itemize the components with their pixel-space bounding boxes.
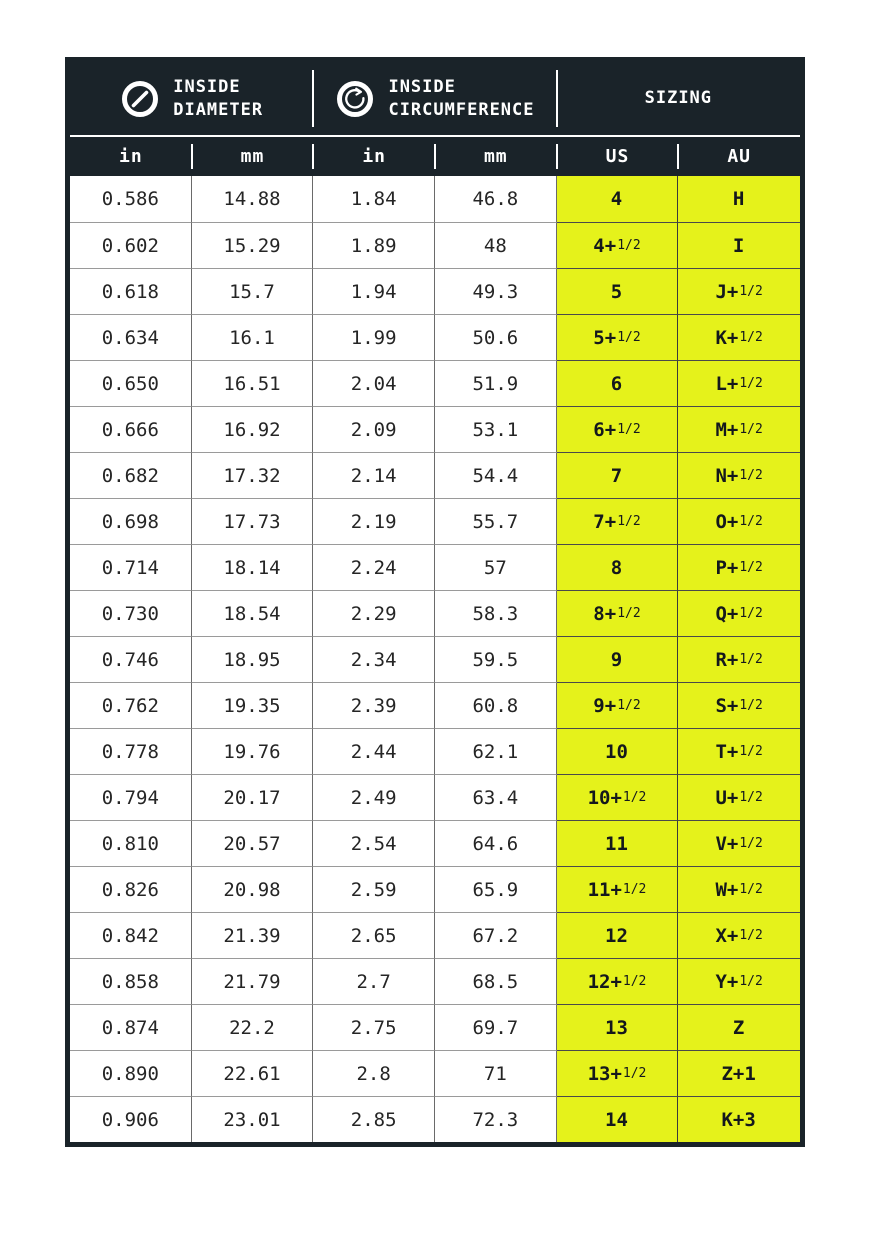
cell-circumference-mm: 53.1 <box>435 406 557 452</box>
size-value: L+ <box>715 372 739 395</box>
size-value: Q+ <box>715 602 739 625</box>
cell-circumference-in: 1.89 <box>313 222 435 268</box>
table-row <box>70 820 800 866</box>
cell-diameter-in: 0.698 <box>70 498 192 544</box>
table-row <box>70 912 800 958</box>
cell-us-size <box>557 912 679 958</box>
cell-us-size <box>557 544 679 590</box>
unit-header-us: US <box>557 137 679 176</box>
cell-circumference-mm: 65.9 <box>435 866 557 912</box>
table-row <box>70 360 800 406</box>
cell-diameter-in: 0.874 <box>70 1004 192 1050</box>
size-fraction: 1/2 <box>739 606 763 621</box>
cell-us-size <box>557 820 679 866</box>
table-row <box>70 314 800 360</box>
size-value: P+ <box>715 556 739 579</box>
cell-diameter-in: 0.794 <box>70 774 192 820</box>
cell-diameter-in: 0.906 <box>70 1096 192 1142</box>
header-group-sizing <box>557 62 800 135</box>
size-value: 7+ <box>593 510 617 533</box>
cell-circumference-in: 2.85 <box>313 1096 435 1142</box>
cell-diameter-mm: 20.17 <box>192 774 314 820</box>
cell-diameter-in: 0.730 <box>70 590 192 636</box>
cell-diameter-in: 0.890 <box>70 1050 192 1096</box>
size-fraction: 1/2 <box>739 974 763 989</box>
size-fraction: 1/2 <box>739 698 763 713</box>
table-row <box>70 406 800 452</box>
cell-diameter-mm: 18.95 <box>192 636 314 682</box>
cell-circumference-mm: 51.9 <box>435 360 557 406</box>
cell-diameter-in: 0.682 <box>70 452 192 498</box>
cell-circumference-mm: 64.6 <box>435 820 557 866</box>
cell-us-size <box>557 590 679 636</box>
cell-us-size <box>557 498 679 544</box>
cell-diameter-in: 0.666 <box>70 406 192 452</box>
cell-diameter-in: 0.586 <box>70 176 192 222</box>
cell-us-size <box>557 268 679 314</box>
header-label-inside-circumference <box>388 76 534 122</box>
cell-diameter-in: 0.634 <box>70 314 192 360</box>
cell-circumference-mm: 58.3 <box>435 590 557 636</box>
size-value: 8 <box>610 556 623 579</box>
size-value: 13 <box>605 1016 628 1039</box>
cell-au-size <box>678 912 800 958</box>
size-value: 10+ <box>587 786 622 809</box>
diameter-icon <box>120 79 160 119</box>
cell-circumference-in: 1.94 <box>313 268 435 314</box>
table-row <box>70 176 800 222</box>
size-value: K+3 <box>721 1108 756 1131</box>
cell-au-size <box>678 176 800 222</box>
cell-us-size <box>557 774 679 820</box>
cell-circumference-mm: 72.3 <box>435 1096 557 1142</box>
cell-circumference-mm: 60.8 <box>435 682 557 728</box>
cell-au-size <box>678 314 800 360</box>
cell-us-size <box>557 1096 679 1142</box>
size-fraction: 1/2 <box>622 1066 647 1081</box>
header-groups <box>70 62 800 135</box>
table-row <box>70 682 800 728</box>
size-value: M+ <box>715 418 739 441</box>
cell-circumference-in: 2.19 <box>313 498 435 544</box>
size-fraction: 1/2 <box>617 514 641 529</box>
cell-us-size <box>557 1004 679 1050</box>
cell-diameter-in: 0.842 <box>70 912 192 958</box>
unit-header-au: AU <box>727 146 751 167</box>
size-fraction: 1/2 <box>739 284 763 299</box>
size-fraction: 1/2 <box>739 330 763 345</box>
cell-circumference-mm: 62.1 <box>435 728 557 774</box>
cell-diameter-in: 0.746 <box>70 636 192 682</box>
cell-circumference-in: 2.65 <box>313 912 435 958</box>
size-value: W+ <box>715 878 739 901</box>
size-fraction: 1/2 <box>739 744 763 759</box>
size-fraction: 1/2 <box>739 560 763 575</box>
size-value: 5 <box>610 280 623 303</box>
cell-circumference-mm: 71 <box>435 1050 557 1096</box>
cell-diameter-mm: 22.61 <box>192 1050 314 1096</box>
unit-header-row <box>70 137 800 176</box>
cell-circumference-mm: 69.7 <box>435 1004 557 1050</box>
circumference-icon <box>335 79 375 119</box>
cell-circumference-mm: 67.2 <box>435 912 557 958</box>
unit-header-diameter-in: in <box>70 137 192 176</box>
size-value: 9 <box>610 648 623 671</box>
cell-diameter-mm: 15.29 <box>192 222 314 268</box>
cell-us-size <box>557 958 679 1004</box>
cell-au-size <box>678 452 800 498</box>
header-group-inside-diameter <box>70 62 313 135</box>
size-fraction: 1/2 <box>622 790 647 805</box>
size-fraction: 1/2 <box>739 376 763 391</box>
size-value: 8+ <box>593 602 617 625</box>
cell-diameter-mm: 20.98 <box>192 866 314 912</box>
cell-circumference-in: 1.99 <box>313 314 435 360</box>
size-value: 5+ <box>593 326 617 349</box>
cell-diameter-in: 0.714 <box>70 544 192 590</box>
table-row <box>70 1096 800 1142</box>
size-fraction: 1/2 <box>617 330 641 345</box>
size-value: U+ <box>715 786 739 809</box>
size-fraction: 1/2 <box>739 514 763 529</box>
cell-diameter-mm: 22.2 <box>192 1004 314 1050</box>
cell-circumference-in: 2.04 <box>313 360 435 406</box>
size-value: 10 <box>605 740 628 763</box>
cell-circumference-mm: 49.3 <box>435 268 557 314</box>
size-fraction: 1/2 <box>622 882 647 897</box>
cell-circumference-mm: 57 <box>435 544 557 590</box>
cell-circumference-mm: 55.7 <box>435 498 557 544</box>
cell-au-size <box>678 544 800 590</box>
cell-diameter-in: 0.602 <box>70 222 192 268</box>
cell-circumference-in: 2.7 <box>313 958 435 1004</box>
cell-us-size <box>557 406 679 452</box>
size-value: 4 <box>610 188 623 210</box>
table-row <box>70 774 800 820</box>
cell-circumference-in: 2.24 <box>313 544 435 590</box>
cell-circumference-in: 2.8 <box>313 1050 435 1096</box>
ring-size-chart <box>65 57 805 1147</box>
cell-us-size <box>557 636 679 682</box>
cell-au-size <box>678 774 800 820</box>
cell-circumference-in: 2.49 <box>313 774 435 820</box>
cell-us-size <box>557 176 679 222</box>
size-value: 11 <box>605 832 628 855</box>
cell-au-size <box>678 1096 800 1142</box>
size-value: 9+ <box>593 694 617 717</box>
size-value: S+ <box>715 694 739 717</box>
size-value: I <box>732 234 745 257</box>
table-row <box>70 590 800 636</box>
cell-us-size <box>557 360 679 406</box>
cell-au-size <box>678 958 800 1004</box>
header-label-line: DIAMETER <box>173 99 264 120</box>
cell-us-size <box>557 682 679 728</box>
table-row <box>70 958 800 1004</box>
table-row <box>70 866 800 912</box>
unit-header-circumference-in: in <box>313 137 435 176</box>
cell-diameter-mm: 16.51 <box>192 360 314 406</box>
cell-diameter-mm: 19.35 <box>192 682 314 728</box>
cell-circumference-in: 2.54 <box>313 820 435 866</box>
size-value: K+ <box>715 326 739 349</box>
table-body <box>70 176 800 1142</box>
size-value: 6+ <box>593 418 617 441</box>
cell-us-size <box>557 728 679 774</box>
size-value: 7 <box>610 464 623 487</box>
cell-circumference-in: 2.09 <box>313 406 435 452</box>
cell-circumference-mm: 63.4 <box>435 774 557 820</box>
cell-diameter-mm: 23.01 <box>192 1096 314 1142</box>
cell-au-size <box>678 498 800 544</box>
cell-circumference-in: 2.44 <box>313 728 435 774</box>
cell-au-size <box>678 406 800 452</box>
cell-diameter-in: 0.826 <box>70 866 192 912</box>
cell-us-size <box>557 452 679 498</box>
size-value: T+ <box>715 740 739 763</box>
cell-circumference-mm: 50.6 <box>435 314 557 360</box>
size-fraction: 1/2 <box>739 652 763 667</box>
table-row <box>70 268 800 314</box>
cell-us-size <box>557 866 679 912</box>
cell-diameter-mm: 16.1 <box>192 314 314 360</box>
cell-au-size <box>678 820 800 866</box>
cell-au-size <box>678 682 800 728</box>
size-value: J+ <box>715 280 739 303</box>
cell-diameter-mm: 18.54 <box>192 590 314 636</box>
table-row <box>70 1004 800 1050</box>
cell-diameter-in: 0.762 <box>70 682 192 728</box>
cell-diameter-mm: 21.39 <box>192 912 314 958</box>
cell-diameter-in: 0.778 <box>70 728 192 774</box>
size-value: Y+ <box>715 970 739 993</box>
cell-circumference-mm: 46.8 <box>435 176 557 222</box>
size-value: H <box>732 188 745 210</box>
unit-header-diameter-mm: mm <box>192 137 314 176</box>
table-row <box>70 728 800 774</box>
size-fraction: 1/2 <box>739 836 763 851</box>
size-fraction: 1/2 <box>617 238 641 253</box>
table-row <box>70 452 800 498</box>
size-value: N+ <box>715 464 739 487</box>
cell-us-size <box>557 314 679 360</box>
size-value: X+ <box>715 924 739 947</box>
cell-au-size <box>678 866 800 912</box>
cell-us-size <box>557 1050 679 1096</box>
size-value: 12+ <box>587 970 622 993</box>
cell-circumference-mm: 68.5 <box>435 958 557 1004</box>
header-label-sizing: SIZING <box>644 88 713 109</box>
cell-diameter-mm: 21.79 <box>192 958 314 1004</box>
cell-circumference-in: 2.14 <box>313 452 435 498</box>
size-value: V+ <box>715 832 739 855</box>
size-fraction: 1/2 <box>622 974 647 989</box>
cell-diameter-in: 0.650 <box>70 360 192 406</box>
cell-us-size <box>557 222 679 268</box>
cell-diameter-in: 0.858 <box>70 958 192 1004</box>
cell-diameter-mm: 17.73 <box>192 498 314 544</box>
cell-circumference-mm: 48 <box>435 222 557 268</box>
cell-diameter-mm: 14.88 <box>192 176 314 222</box>
header-label-inside-diameter <box>173 76 263 122</box>
size-value: Z+1 <box>721 1062 756 1085</box>
cell-circumference-in: 2.59 <box>313 866 435 912</box>
cell-au-size <box>678 1050 800 1096</box>
size-fraction: 1/2 <box>739 422 763 437</box>
header-label-line: CIRCUMFERENCE <box>388 99 535 120</box>
cell-circumference-in: 2.34 <box>313 636 435 682</box>
size-value: 14 <box>605 1108 628 1131</box>
table-header <box>70 62 800 176</box>
table-row <box>70 498 800 544</box>
table-row <box>70 544 800 590</box>
header-label-line: INSIDE <box>388 76 456 97</box>
size-value: 4+ <box>593 234 617 257</box>
size-value: O+ <box>715 510 739 533</box>
cell-diameter-mm: 16.92 <box>192 406 314 452</box>
cell-au-size <box>678 222 800 268</box>
cell-au-size <box>678 1004 800 1050</box>
size-value: 12 <box>605 924 628 947</box>
table-row <box>70 222 800 268</box>
header-group-inside-circumference <box>313 62 556 135</box>
unit-header-circumference-mm: mm <box>435 137 557 176</box>
size-value: Z <box>732 1016 745 1039</box>
cell-circumference-mm: 59.5 <box>435 636 557 682</box>
size-value: 11+ <box>587 878 622 901</box>
size-fraction: 1/2 <box>739 790 763 805</box>
size-fraction: 1/2 <box>617 422 641 437</box>
cell-au-size <box>678 636 800 682</box>
cell-au-size <box>678 590 800 636</box>
cell-diameter-mm: 15.7 <box>192 268 314 314</box>
size-fraction: 1/2 <box>739 468 763 483</box>
cell-au-size <box>678 268 800 314</box>
cell-diameter-in: 0.810 <box>70 820 192 866</box>
size-fraction: 1/2 <box>739 882 763 897</box>
table-row <box>70 636 800 682</box>
cell-diameter-mm: 17.32 <box>192 452 314 498</box>
cell-au-size <box>678 360 800 406</box>
cell-circumference-in: 2.29 <box>313 590 435 636</box>
size-fraction: 1/2 <box>617 606 641 621</box>
cell-au-size <box>678 728 800 774</box>
size-value: 6 <box>610 372 623 395</box>
cell-circumference-in: 2.39 <box>313 682 435 728</box>
size-value: R+ <box>715 648 739 671</box>
size-fraction: 1/2 <box>739 928 763 943</box>
cell-circumference-in: 2.75 <box>313 1004 435 1050</box>
cell-diameter-mm: 19.76 <box>192 728 314 774</box>
table-row <box>70 1050 800 1096</box>
cell-circumference-mm: 54.4 <box>435 452 557 498</box>
header-label-line: INSIDE <box>173 76 241 97</box>
cell-circumference-in: 1.84 <box>313 176 435 222</box>
cell-diameter-in: 0.618 <box>70 268 192 314</box>
size-fraction: 1/2 <box>617 698 641 713</box>
cell-diameter-mm: 18.14 <box>192 544 314 590</box>
size-value: 13+ <box>587 1062 622 1085</box>
cell-diameter-mm: 20.57 <box>192 820 314 866</box>
